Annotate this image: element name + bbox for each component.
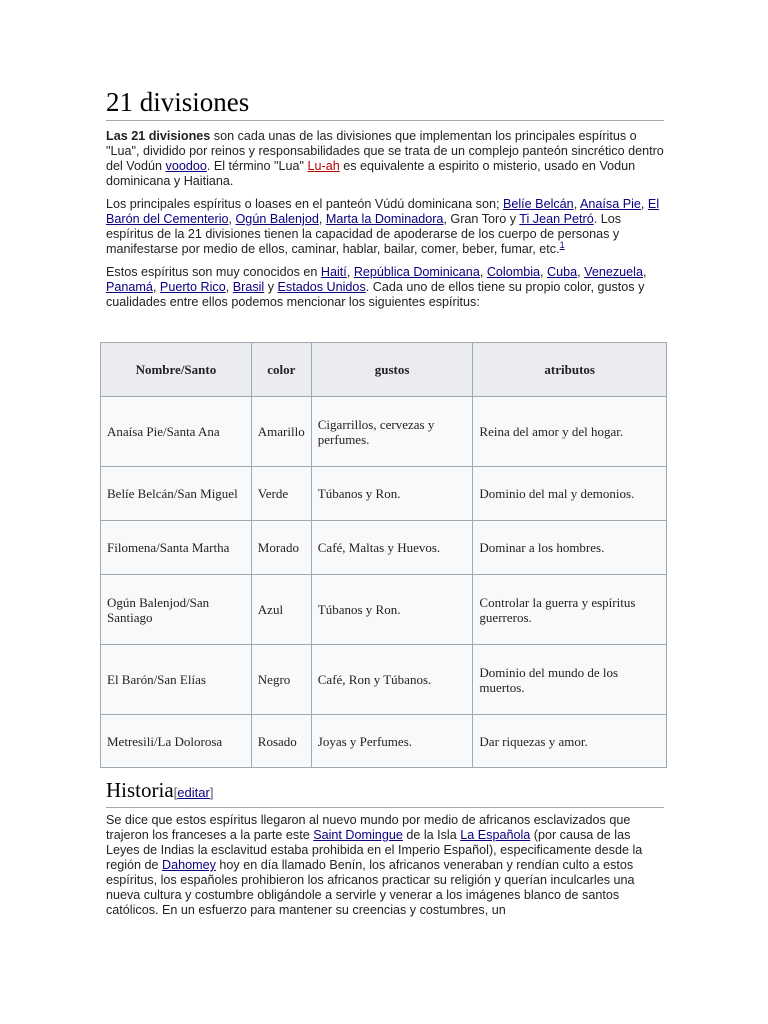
para-text: , bbox=[479, 265, 487, 279]
para-text: , bbox=[640, 197, 648, 211]
spirits-table bbox=[100, 342, 667, 768]
table-row bbox=[101, 575, 667, 645]
para-text: de la Isla bbox=[402, 828, 461, 842]
table-cell: Rosado bbox=[251, 715, 311, 768]
table-cell: Verde bbox=[251, 467, 311, 521]
para-text: (por causa de las Leyes de Indias la esclavitud estaba prohibida en el Imperio Español), especificamente desde la región de bbox=[106, 828, 643, 872]
link-anaisa-pie[interactable]: Anaísa Pie bbox=[580, 197, 641, 211]
link-baron-cementerio[interactable]: El Barón del Cementerio bbox=[106, 197, 660, 226]
section-title: Historia bbox=[106, 778, 174, 802]
edit-bracket: [ bbox=[173, 785, 178, 800]
edit-section bbox=[174, 785, 214, 800]
column-header: Nombre/Santo bbox=[101, 343, 252, 397]
link-marta-dominadora[interactable]: Marta la Dominadora bbox=[325, 212, 444, 226]
table-cell: Café, Maltas y Huevos. bbox=[311, 521, 473, 575]
para-text: , bbox=[346, 265, 354, 279]
table-cell: Metresili/La Dolorosa bbox=[101, 715, 252, 768]
table-cell: Dominar a los hombres. bbox=[473, 521, 667, 575]
table-cell: Joyas y Perfumes. bbox=[311, 715, 473, 768]
table-row bbox=[101, 467, 667, 521]
table-cell: Ogún Balenjod/San Santiago bbox=[101, 575, 252, 645]
table-cell: Azul bbox=[251, 575, 311, 645]
intro-text: . El término "Lua" bbox=[206, 159, 308, 173]
intro-bold-term: Las 21 divisiones bbox=[106, 129, 211, 143]
para-text: , bbox=[318, 212, 326, 226]
para-text: . Los espíritus de la 21 divisiones tienen la capacidad de apoderarse de los cuerpo de personas y manifestarse por medio de ellos, caminar, hablar, bailar, comer, beber, fumar, etc. bbox=[106, 212, 622, 256]
table-row bbox=[101, 645, 667, 715]
table-cell: Morado bbox=[251, 521, 311, 575]
table-cell: Dominio del mal y demonios. bbox=[473, 467, 667, 521]
intro-text: son cada unas de las divisiones que implementan los principales espíritus o "Lua", dividido por reinos y responsabilidades que se trata de un complejo panteón sincrético dentro del Vodún bbox=[106, 129, 664, 173]
spirits-paragraph bbox=[106, 197, 664, 257]
link-lu-ah[interactable]: Lu-ah bbox=[307, 159, 340, 173]
table-cell: Reina del amor y del hogar. bbox=[473, 397, 667, 467]
link-estados-unidos[interactable]: Estados Unidos bbox=[277, 280, 366, 294]
edit-bracket: ] bbox=[209, 785, 214, 800]
countries-paragraph bbox=[106, 265, 664, 310]
table-cell: Dominio del mundo de los muertos. bbox=[473, 645, 667, 715]
para-text: , bbox=[540, 265, 548, 279]
column-header: gustos bbox=[311, 343, 473, 397]
table-cell: Belíe Belcán/San Miguel bbox=[101, 467, 252, 521]
link-la-espanola[interactable]: La Española bbox=[460, 828, 531, 842]
link-ti-jean-petro[interactable]: Ti Jean Petró bbox=[519, 212, 594, 226]
link-puerto-rico[interactable]: Puerto Rico bbox=[159, 280, 226, 294]
link-voodoo[interactable]: voodoo bbox=[165, 159, 207, 173]
article bbox=[106, 86, 664, 917]
table-row bbox=[101, 397, 667, 467]
para-text: hoy en día llamado Benín, los africanos veneraban y rendían culto a estos espíritus, los españoles prohibieron los africanos practicar su religión y querían inculcarles una nueva cultura y costumbre obligándole a servirle y venerar a los imágenes blanco de santos católicos. En un esfuerzo para mantener su creencias y costumbres, un bbox=[106, 858, 635, 917]
link-saint-domingue[interactable]: Saint Domingue bbox=[313, 828, 403, 842]
link-republica-dominicana[interactable]: República Dominicana bbox=[353, 265, 480, 279]
page-title: 21 divisiones bbox=[106, 86, 664, 121]
table-cell: Anaísa Pie/Santa Ana bbox=[101, 397, 252, 467]
link-dahomey[interactable]: Dahomey bbox=[162, 858, 216, 872]
table-cell: Túbanos y Ron. bbox=[311, 467, 473, 521]
para-text: , bbox=[642, 265, 647, 279]
column-header: atributos bbox=[473, 343, 667, 397]
historia-paragraph bbox=[106, 813, 664, 918]
para-text: , bbox=[577, 265, 585, 279]
link-venezuela[interactable]: Venezuela bbox=[584, 265, 643, 279]
table-cell: Controlar la guerra y espíritus guerreros. bbox=[473, 575, 667, 645]
link-belie-belcan[interactable]: Belíe Belcán bbox=[502, 197, 574, 211]
para-text: , bbox=[573, 197, 580, 211]
table-cell: Filomena/Santa Martha bbox=[101, 521, 252, 575]
reference-link[interactable]: 1 bbox=[559, 239, 565, 250]
edit-link[interactable]: editar bbox=[177, 785, 210, 800]
para-text: Estos espíritus son muy conocidos en bbox=[106, 265, 321, 279]
table-cell: Café, Ron y Túbanos. bbox=[311, 645, 473, 715]
para-text: Los principales espíritus o loases en el panteón Vúdú dominicana son; bbox=[106, 197, 503, 211]
link-panama[interactable]: Panamá bbox=[106, 280, 153, 294]
table-cell: Amarillo bbox=[251, 397, 311, 467]
historia-section-header bbox=[106, 778, 664, 808]
para-text: Se dice que estos espíritus llegaron al nuevo mundo por medio de africanos esclavizados que trajeron los franceses a la parte este bbox=[106, 813, 631, 842]
para-text: , bbox=[228, 212, 236, 226]
intro-text: es equivalente a espirito o misterio, usado en Vodun dominicana y Haitiana. bbox=[106, 159, 636, 188]
para-text: , Gran Toro y bbox=[443, 212, 520, 226]
link-cuba[interactable]: Cuba bbox=[547, 265, 578, 279]
section-heading bbox=[106, 778, 664, 808]
table-row bbox=[101, 521, 667, 575]
table-cell: Cigarrillos, cervezas y perfumes. bbox=[311, 397, 473, 467]
intro-paragraph bbox=[106, 129, 664, 189]
link-brasil[interactable]: Brasil bbox=[232, 280, 265, 294]
table-row bbox=[101, 715, 667, 768]
table-cell: Negro bbox=[251, 645, 311, 715]
para-text: . Cada uno de ellos tiene su propio color, gustos y cualidades entre ellos podemos mencionar los siguientes espíritus: bbox=[106, 280, 645, 309]
link-ogun-balenjod[interactable]: Ogún Balenjod bbox=[235, 212, 319, 226]
para-text: , bbox=[152, 280, 160, 294]
column-header: color bbox=[251, 343, 311, 397]
table-cell: El Barón/San Elías bbox=[101, 645, 252, 715]
link-haiti[interactable]: Haití bbox=[320, 265, 347, 279]
table-cell: Túbanos y Ron. bbox=[311, 575, 473, 645]
table-cell: Dar riquezas y amor. bbox=[473, 715, 667, 768]
para-text: y bbox=[264, 280, 278, 294]
table-header-row bbox=[101, 343, 667, 397]
para-text: , bbox=[225, 280, 233, 294]
link-colombia[interactable]: Colombia bbox=[486, 265, 541, 279]
